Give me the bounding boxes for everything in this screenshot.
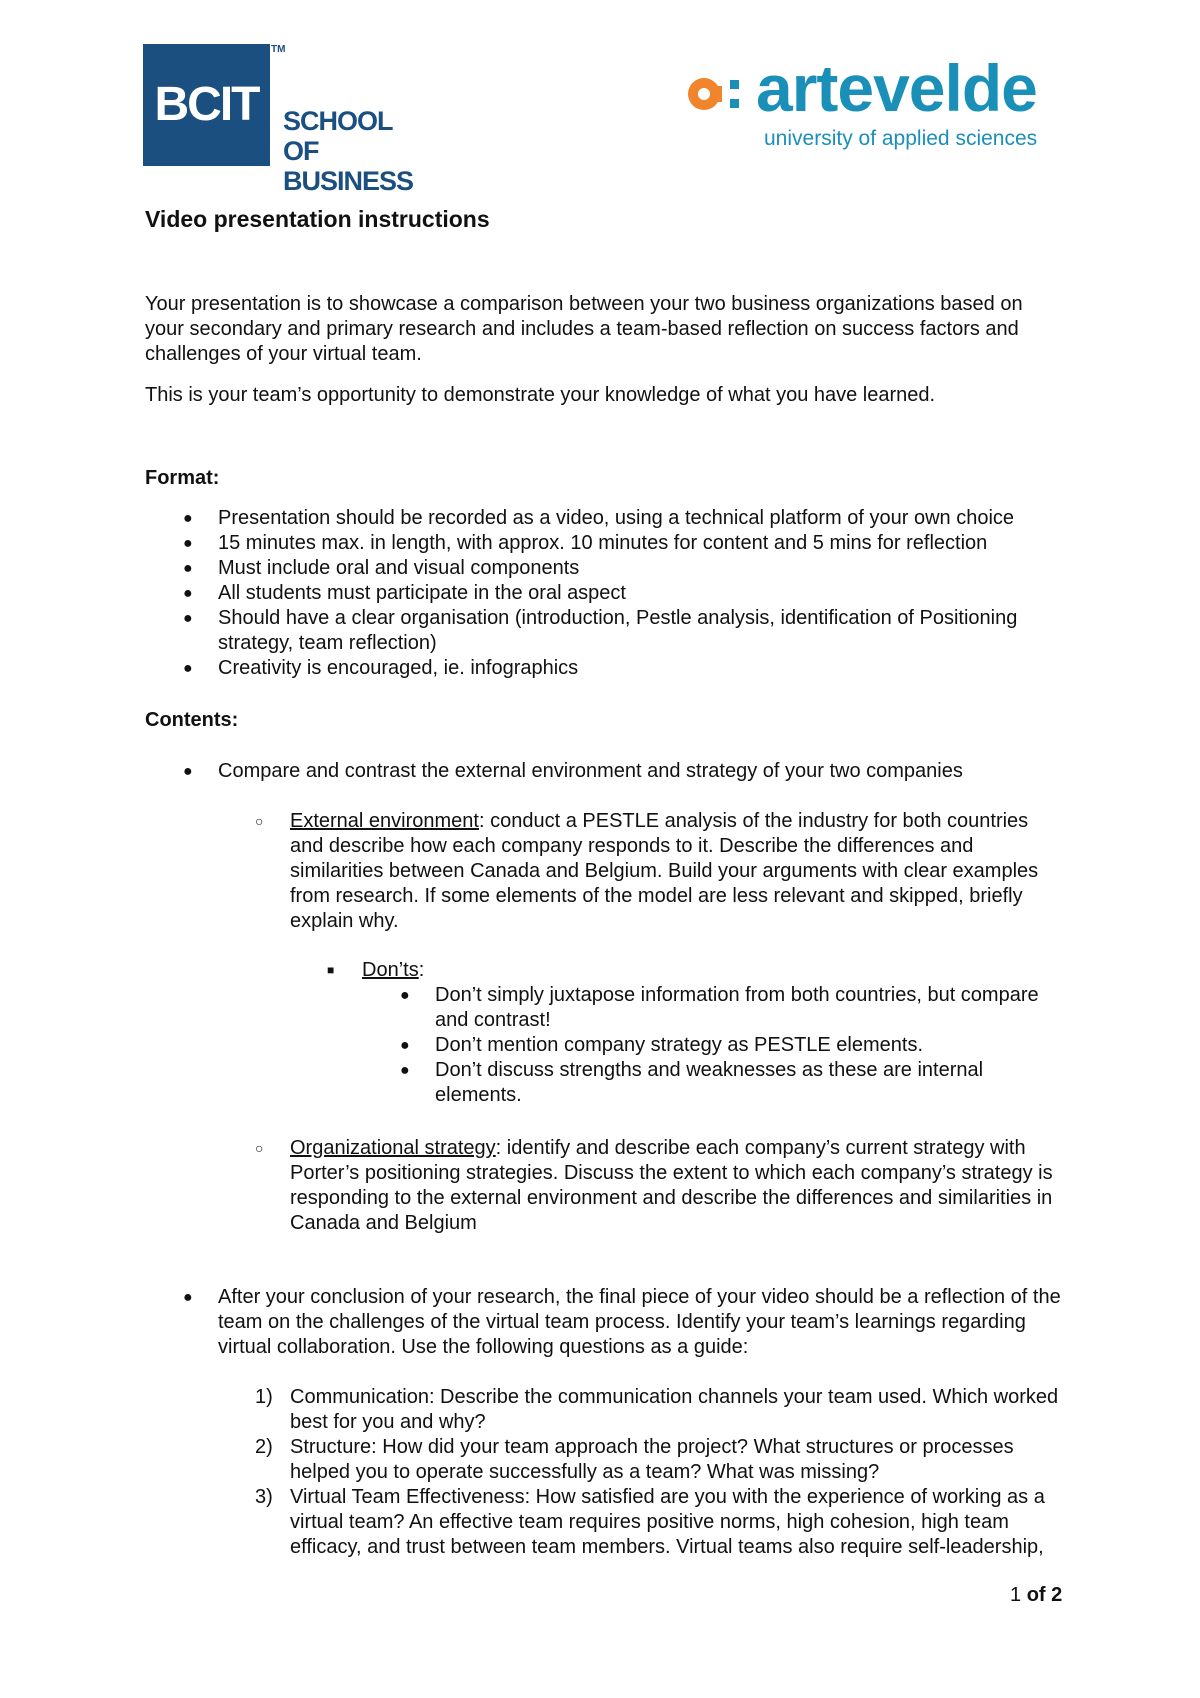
external-environment-label: External environment [290,810,479,832]
intro-paragraph: Your presentation is to showcase a comparison between your two business organizations based on your secondary and primary research and includes a team-based reflection on success factors and challenges of your virtual team. [145,293,1023,365]
list-item [183,759,1063,784]
external-environment-text: : conduct a PESTLE analysis of the industry for both countries and describe how each company responds to it. Describe the differences and similarities between Canada and Belgium. Build your arguments with clear examples from research. If some elements of the model are less relevant and skipped, briefly explain why. [290,810,1039,932]
organizational-strategy-label: Organizational strategy [290,1137,496,1159]
list-item-text: Structure: How did your team approach the project? What structures or processes helped you to operate successfully as a team? What was missing? [290,1436,1014,1483]
square-bullet-icon: ■ [327,963,335,977]
artevelde-mark-icon [686,72,746,116]
intro-paragraph: This is your team’s opportunity to demonstrate your knowledge of what you have learned. [145,384,936,406]
bcit-logo-box: BCIT [143,44,270,166]
list-item [400,1058,1050,1108]
format-list [183,506,1063,681]
list-item-text: Don’t simply juxtapose information from both countries, but compare and contrast! [435,984,1039,1031]
artevelde-logo [686,52,1066,162]
bullet-icon: ● [400,987,410,1004]
list-item [183,1285,1063,1360]
list-item-text: Should have a clear organisation (introduction, Pestle analysis, identification of Positioning strategy, team reflection) [218,607,1018,654]
bullet-icon: ● [183,763,193,780]
contents-list [183,1285,1063,1360]
donts-label: Don’ts [362,959,419,981]
list-item [183,531,1063,556]
bcit-logo [143,44,423,196]
list-item [400,983,1050,1033]
bullet-icon: ● [183,660,193,677]
list-item [183,581,1063,606]
donts-list [400,983,1050,1108]
donts-colon: : [418,959,425,981]
list-item [183,656,1063,681]
document-title: Video presentation instructions [145,206,490,232]
page-current: 1 [1010,1584,1022,1606]
list-item-text: Don’t discuss strengths and weaknesses as these are internal elements. [435,1059,984,1106]
bullet-icon: ● [183,535,193,552]
list-item-text: All students must participate in the oral aspect [218,582,626,604]
list-item [400,1033,1050,1058]
reflection-questions-list [255,1385,1065,1560]
bullet-icon: ● [183,585,193,602]
contents-heading: Contents: [145,709,239,731]
bullet-icon: ● [183,560,193,577]
list-item-text: After your conclusion of your research, the final piece of your video should be a reflection of the team on the challenges of the virtual team process. Identify your team’s learnings regarding virtual collaboration. Use the following questions as a guide: [218,1286,1061,1358]
bcit-trademark: TM [271,44,286,55]
bcit-school-text: SCHOOL OF BUSINESS [283,106,414,196]
page-total: of 2 [1026,1584,1063,1606]
format-heading: Format: [145,467,220,489]
list-item-text: Communication: Describe the communication channels your team used. Which worked best for you and why? [290,1386,1059,1433]
bullet-icon: ● [183,510,193,527]
bullet-icon: ● [400,1062,410,1079]
list-item [255,1385,1065,1435]
list-item-text: Must include oral and visual components [218,557,580,579]
list-item-text: Don’t mention company strategy as PESTLE elements. [435,1034,924,1056]
organizational-strategy-text: : identify and describe each company’s current strategy with Porter’s positioning strategies. Discuss the extent to which each company’s strategy is responding to the external environment and describe the differences and similarities in Canada and Belgium [290,1137,1053,1234]
list-item-text: Creativity is encouraged, ie. infographics [218,657,579,679]
bullet-icon: ● [400,1037,410,1054]
list-item-text: Virtual Team Effectiveness: How satisfied are you with the experience of working as a virtual team? An effective team requires positive norms, high cohesion, high team efficacy, and trust between team members. Virtual teams also require self-leadership, [290,1486,1045,1558]
page-number [1010,1584,1062,1607]
list-number: 2) [255,1436,273,1458]
list-item [255,809,1065,934]
artevelde-subtitle: university of applied sciences [764,127,1038,150]
list-item [255,1136,1065,1236]
list-item [255,1435,1065,1485]
list-item [183,506,1063,531]
list-item [255,1485,1065,1560]
list-item-text: 15 minutes max. in length, with approx. 10 minutes for content and 5 mins for reflection [218,532,988,554]
hollow-bullet-icon: ○ [255,1140,264,1156]
artevelde-wordmark: artevelde [756,51,1037,125]
list-item-text: Compare and contrast the external environment and strategy of your two companies [218,760,963,782]
organizational-strategy-list [255,1136,1065,1236]
contents-list [183,759,1063,784]
bullet-icon: ● [183,1289,193,1306]
donts-heading [327,958,424,983]
list-item-text: Presentation should be recorded as a video, using a technical platform of your own choice [218,507,1015,529]
bullet-icon: ● [183,610,193,627]
list-number: 1) [255,1386,273,1408]
hollow-bullet-icon: ○ [255,813,264,829]
external-environment-list [255,809,1065,934]
list-item [183,606,1063,656]
list-number: 3) [255,1486,273,1508]
list-item [183,556,1063,581]
